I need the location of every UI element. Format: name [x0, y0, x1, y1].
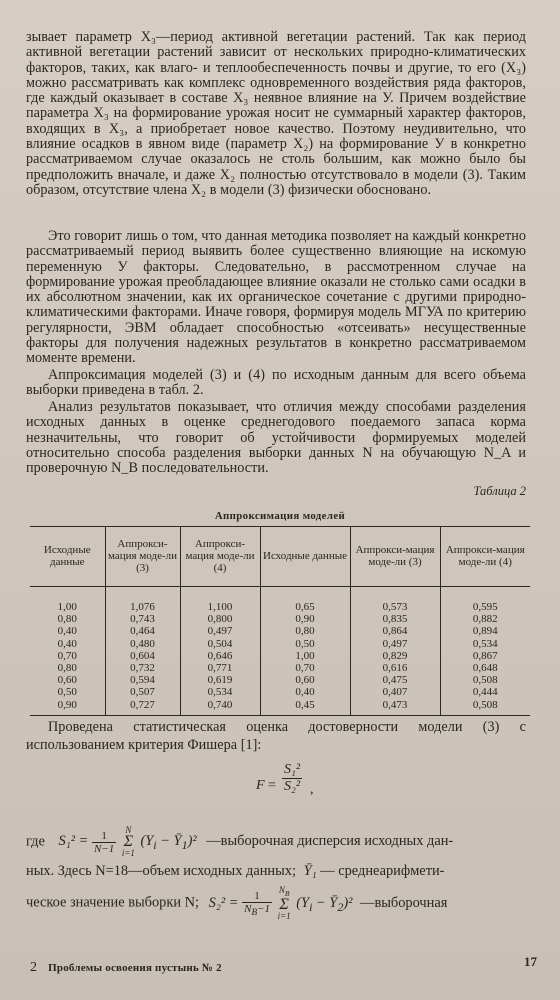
table-cell: 0,407: [350, 686, 440, 698]
table-row: [30, 638, 530, 650]
table-cell: 1,00: [260, 650, 350, 662]
def-where: где: [26, 833, 45, 850]
table-cell: 0,771: [180, 662, 260, 674]
paragraph-3: Аппроксимация моделей (3) и (4) по исходным данным для всего объема выборки приведена в табл. 2.: [26, 367, 526, 399]
page-footer-signature: [30, 960, 222, 976]
table-row: [30, 674, 530, 686]
table-cell: 0,594: [105, 674, 180, 686]
table-cell: 0,70: [57, 649, 77, 662]
table-cell: 0,504: [180, 638, 260, 650]
def-line3-tail: —выборочная: [360, 894, 448, 911]
header-source-data-2: Исходные данные: [260, 527, 350, 587]
def-line2-tail: — среднеарифмети-: [320, 863, 445, 879]
table-caption: Таблица 2: [473, 484, 526, 498]
table-row: [30, 650, 530, 662]
table-title: Аппроксимация моделей: [214, 510, 346, 522]
definition-line-1: [26, 826, 536, 858]
table-cell: 0,508: [440, 674, 530, 686]
formula-denominator: S₂²: [284, 779, 301, 794]
table-body: [30, 587, 530, 716]
table-row: [30, 686, 530, 698]
def-s1-expression: S₁² = $\frac{1}{N-1}$ N Σ i=1 ($Y_i$ − $Ȳ_1)^2$: [58, 825, 197, 858]
table-cell: 0,573: [350, 587, 440, 614]
paragraph-1: зывает параметр X₃—период активной вегетации растений. Так как период активной вегетации растений зависит от нескольких природно-климатических факторов, таких, как влаго- и теплообеспеченность почвы и другие, то его (X₃) можно рассматривать как комплекс одновременного воздействия ряда факторов, где каждый оказывает в составе X₃ неявное влияние на У. Причем воздействие параметра X₃ на формирование урожая носит не суммарный характер факторов, входящих в X₃, а приобретает новое качество. Поэтому неудивительно, что влияние осадков в явном виде (параметр X₂) на формирование У в конкретно рассматриваемом случае оказалось не столь большим, как можно было бы предположить вначале, и даже X₂ полностью отсутствовало в модели (3). Таким образом, отсутствие члена X₂ в модели (3) физически обосновано.: [26, 29, 526, 198]
header-approx-model-3-b: Аппрокси-мация моде-ли (3): [350, 527, 440, 587]
table-cell: 0,534: [180, 686, 260, 698]
def-s2-expression: S₂² = $\frac{1}{N_B-1}$ $N_B$ Σ i=1 ($Y_i$ − $Ȳ_2)^2$: [208, 885, 353, 921]
table-cell: 0,740: [180, 699, 260, 716]
table-cell: 0,648: [440, 662, 530, 674]
paragraph-4: Анализ результатов показывает, что отличия между способами разделения исходных данных в оценке среднегодового поедаемого запаса корма незначительны, что говорит об устойчивости формируемых моделей относительно способа разделения выборки данных N на обучающую N_A и проверочную N_B последовательности.: [26, 399, 526, 477]
table-cell: 0,743: [105, 613, 180, 625]
paragraph-5: Проведена статистическая оценка достоверности модели (3) с использованием критерия Фишера [1]:: [26, 719, 526, 753]
def-line1-tail: —выборочная дисперсия исходных дан-: [206, 833, 454, 850]
signature-text: Проблемы освоения пустынь № 2: [48, 962, 222, 974]
table-cell: 0,732: [105, 662, 180, 674]
formula-tail: ,: [310, 782, 314, 797]
table-cell: 0,497: [350, 638, 440, 650]
page-number: 17: [524, 954, 537, 969]
table-cell: 0,473: [350, 699, 440, 716]
table-cell: 0,894: [440, 625, 530, 637]
table-cell: 0,80: [57, 662, 77, 675]
table-cell: 1,076: [105, 587, 180, 614]
signature-number: 2: [30, 960, 38, 975]
def-line3-start: ческое значение выборки N;: [26, 894, 200, 911]
table-cell: 0,497: [180, 625, 260, 637]
table-cell: 0,80: [57, 613, 77, 626]
table-cell: 0,90: [260, 613, 350, 625]
table-row: [30, 662, 530, 674]
formula-lhs: F: [256, 778, 265, 793]
table-cell: 0,45: [260, 699, 350, 716]
definition-line-3: [26, 886, 536, 921]
table-cell: 0,480: [105, 638, 180, 650]
table-cell: 0,65: [260, 587, 350, 614]
table-cell: 0,619: [180, 674, 260, 686]
header-approx-model-4-a: Аппрокси-мация моде-ли (4): [180, 527, 260, 587]
table-cell: 1,00: [57, 601, 77, 614]
table-cell: 1,100: [180, 587, 260, 614]
table-cell: 0,40: [57, 625, 77, 638]
table-cell: 0,595: [440, 587, 530, 614]
table-cell: 0,508: [440, 699, 530, 716]
def-y1-bar: Ȳ₁: [303, 863, 317, 879]
table-cell: 0,60: [260, 674, 350, 686]
definition-line-2: [26, 863, 536, 880]
table-cell: 0,50: [57, 686, 77, 699]
table-cell: 0,444: [440, 686, 530, 698]
table-cell: 0,727: [105, 699, 180, 716]
table-cell: 0,604: [105, 650, 180, 662]
table-cell: 0,60: [57, 674, 77, 687]
table-cell: 0,40: [57, 637, 77, 650]
table-cell: 0,800: [180, 613, 260, 625]
approximation-table: [30, 526, 530, 716]
table-header-row: [30, 527, 530, 587]
formula-eq: =: [268, 778, 276, 793]
table-row: [30, 699, 530, 716]
formula-numerator: S₁²: [284, 762, 301, 777]
table-cell: 0,40: [260, 686, 350, 698]
fisher-formula: [256, 758, 376, 818]
table-row: [30, 613, 530, 625]
formula-fraction: [282, 762, 302, 795]
table-cell: 0,50: [260, 638, 350, 650]
table-cell: 0,534: [440, 638, 530, 650]
header-approx-model-3-a: Аппрокси-мация моде-ли (3): [105, 527, 180, 587]
table-cell: 0,829: [350, 650, 440, 662]
table-row: [30, 587, 530, 614]
table-cell: 0,80: [260, 625, 350, 637]
header-approx-model-4-b: Аппрокси-мация моде-ли (4): [440, 527, 530, 587]
table-cell: 0,867: [440, 650, 530, 662]
table-cell: 0,835: [350, 613, 440, 625]
table-cell: 0,464: [105, 625, 180, 637]
table-cell: 0,616: [350, 662, 440, 674]
table-cell: 0,70: [260, 662, 350, 674]
table-cell: 0,882: [440, 613, 530, 625]
table-cell: 0,475: [350, 674, 440, 686]
table-cell: 0,864: [350, 625, 440, 637]
header-source-data-1: Исходные данные: [30, 527, 105, 587]
table-cell: 0,90: [30, 699, 105, 716]
paragraph-2: Это говорит лишь о том, что данная методика позволяет на каждый конкретно рассматриваемый период выявить более существенно влияющие на искомую переменную У факторы. Следовательно, в рассмотренном случае на формирование урожая преобладающее влияние оказали не столько сами осадки в их абсолютном значении, как их органическое сочетание с другими природно-климатическими факторами. Иначе говоря, формируя модель МГУА по критерию регулярности, ЭВМ обладает способностью «отсеивать» несущественные факторы для получения надежных результатов в конкретно рассматриваемом моменте времени.: [26, 228, 526, 367]
def-line2: ных. Здесь N=18—объем исходных данных;: [26, 863, 296, 879]
table-cell: 0,646: [180, 650, 260, 662]
table-cell: 0,507: [105, 686, 180, 698]
table-row: [30, 625, 530, 637]
